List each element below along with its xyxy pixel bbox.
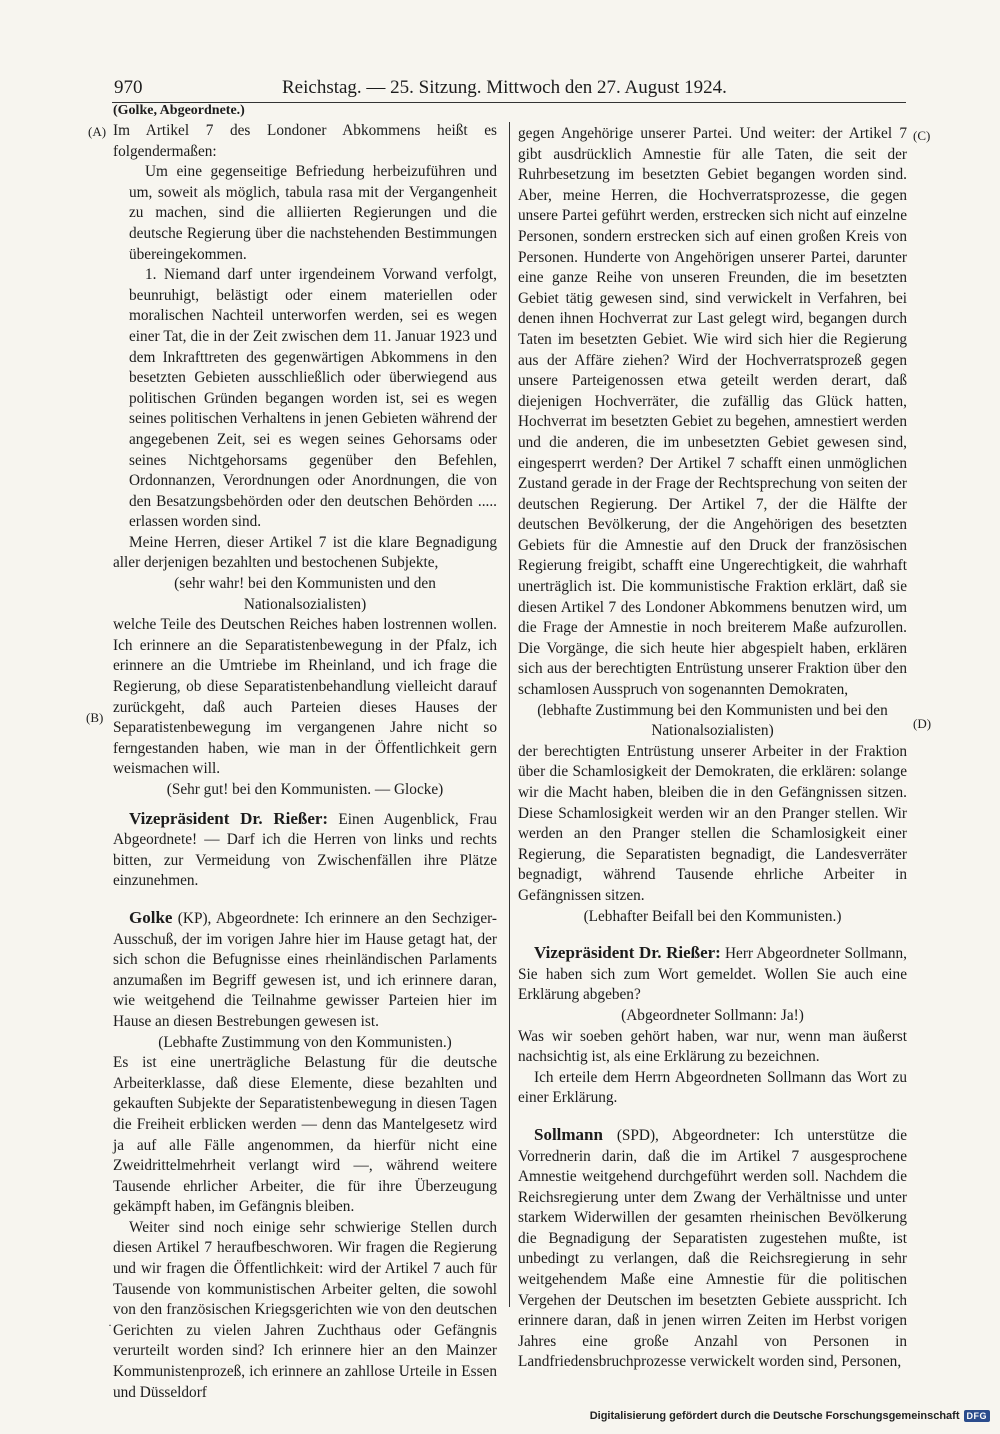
interjection: (Lebhafte Zustimmung von den Kommunisten.) <box>158 1033 452 1051</box>
margin-mark-c: (C) <box>913 128 931 143</box>
column-divider <box>509 122 510 1307</box>
paragraph: Es ist eine unerträgliche Belastung für die deutsche Arbeiterklasse, daß diese Elemente, diese bezahlten und gekauften Subjekte der Separatistenbewegung in diesen Tagen die Freiheit erblicken werden — denn das Mantelgesetz wird ja auf alle Fälle angenommen, da hierfür nicht eine Zweidrittelmehrheit verlangt wird —, während weitere Tausende ehrlicher Arbeiter, die für ihre Überzeugung gekämpft haben, im Gefängnis bleiben. <box>113 1054 497 1216</box>
right-column <box>518 124 907 1373</box>
margin-mark-a: (A) <box>88 124 107 139</box>
spacer <box>113 892 497 908</box>
spacer <box>113 801 497 809</box>
stray-mark: · <box>108 1318 112 1332</box>
speaker-name: Sollmann <box>534 1124 603 1144</box>
quote-paragraph: 1. Niemand darf unter irgendeinem Vorwand verfolgt, beunruhigt, belästigt oder einem materiellen oder moralischen Nachteil unterworfen werden, sei es wegen einer Tat, die in der Zeit zwischen dem 11. Januar 1923 und dem Inkrafttreten des gegenwärtigen Abkommens in den besetzten Gebieten ausschließlich oder überwiegend aus politischen Gründen begangen worden ist, sei es wegen seines politischen Verhaltens in jenen Gebieten während der angegebenen Zeit, sei es wegen seines Gehorsams oder seines Nichtgehorsams gegenüber den Befehlen, Ordonnanzen, Verordnungen oder Anordnungen, die von den Besatzungsbehörden oder den deutschen Behörden ..... erlassen worden sind. <box>129 266 497 531</box>
statement-text: Einen Augenblick, Frau Abgeordnete! — Darf ich die Herren von links und rechts bitten, zur Vermeidung von Zwischenfällen ihre Plätze einzunehmen. <box>113 810 497 890</box>
speech-opening <box>113 908 497 1033</box>
paragraph: Was wir soeben gehört haben, war nur, wenn man äußerst nachsichtig ist, als eine Erklärung zu bezeichnen. <box>518 1027 907 1066</box>
speaker-name: Golke <box>129 907 173 927</box>
statement-text: (KP), Abgeordnete: Ich erinnere an den Sechziger-Ausschuß, der im vorigen Jahre hier im Hause getagt hat, der sich schon die Befugnisse eines rheinländischen Parlaments anzumaßen im Begriff gewesen ist, und ich erinnere daran, wie weitgehend die Teilnahme gewisser Parteien hier im Hause an diesen Bestrebungen gewesen ist. <box>113 909 497 1030</box>
paragraph: Weiter sind noch einige sehr schwierige Stellen durch diesen Artikel 7 heraufbeschworen. Wir fragen die Regierung und wir fragen die Öffentlichkeit: wird der Artikel 7 auch für Tausende von kommunistischen Arbeiter gelten, die sowohl von den französischen Kriegsgerichten wie von den deutschen Gerichten zu vielen Jahren Zuchthaus oder Gefängnis verurteilt worden sind? Ich erinnere hier an den Mainzer Kommunistenprozeß, ich erinnere an zahllose Urteile in Essen und Düsseldorf <box>113 1218 497 1401</box>
quote-paragraph: Um eine gegenseitige Befriedung herbeizuführen und um, soweit als möglich, tabula rasa mit der Vergangenheit zu machen, sind die alliierten Regierungen und die deutsche Regierung über die nachstehenden Bestimmungen übereingekommen. <box>129 163 497 263</box>
interjection: (lebhafte Zustimmung bei den Kommunisten und bei den Nationalsozialisten) <box>537 701 888 740</box>
interjection: (Lebhafter Beifall bei den Kommunisten.) <box>583 907 842 925</box>
vice-president-statement <box>518 943 907 1006</box>
paragraph: Im Artikel 7 des Londoner Abkommens heißt es folgendermaßen: <box>113 122 497 160</box>
vice-president-statement <box>113 809 497 892</box>
margin-mark-b: (B) <box>86 710 104 725</box>
paragraph: Meine Herren, dieser Artikel 7 ist die klare Begnadigung aller derjenigen bezahlten und bestochenen Subjekte, <box>113 533 497 572</box>
interjection: (Abgeordneter Sollmann: Ja!) <box>621 1006 804 1024</box>
interjection: (sehr wahr! bei den Kommunisten und den Nationalsozialisten) <box>174 575 436 613</box>
running-title: Reichstag. — 25. Sitzung. Mittwoch den 27. August 1924. <box>282 77 727 98</box>
left-column <box>113 102 497 1403</box>
spacer <box>518 927 907 943</box>
dfg-logo-icon: DFG <box>964 1410 991 1422</box>
paragraph: gegen Angehörige unserer Partei. Und weiter: der Artikel 7 gibt ausdrücklich Amnestie für alle Taten, die seit der Ruhrbesetzung im besetzten Gebiet begangen worden sind. Aber, meine Herren, die Hochverratsprozesse, die gegen unsere Partei geführt werden, erstrecken sich nicht auf einzelne Personen, sondern erstrecken sich auf einen großen Kreis von Personen. Hunderte von Angehörigen unserer Partei, darunter eine ganze Reihe von unseren Freunden, die im besetzten Gebiet tätig gewesen sind, sind verwickelt in Verfahren, bei denen ihnen Hochverrat zur Last gelegt wird, begangen durch Taten im besetzten Gebiet. Wie wird sich hier die Regierung aus der Affäre ziehen? Wird der Hochverratsprozeß gegen unsere Parteigenossen etwa geteilt werden derart, daß diejenigen Hochverräter, die zufällig das Glück hatten, Hochverrat im besetzten Gebiet zu begehen, amnestiert werden und die anderen, die im unbesetzten Gebiet gewesen sind, eingesperrt werden? Der Artikel 7 schafft einen unmöglichen Zustand gerade in der Frage der Rechtsprechung von seiten der deutschen Regierung. Der Artikel 7, der die Hälfte der deutschen Bevölkerung, der die Angehörigen des besetzten Gebiets für die Amnestie auf den Druck der französischen Regierung freigibt, schafft eine Ungerechtigkeit, die wahrhaft unerträglich ist. Die kommunistische Fraktion erklärt, daß sie diesen Artikel 7 des Londoner Abkommens benutzen wird, um die Frage der Amnestie in noch breiterem Maße aufzurollen. Die Vorgänge, die sich heute hier abgespielt haben, erklären sich aus der berechtigten Entrüstung unserer Fraktion über den schamlosen Ausspruch von sogenannten Demokraten, <box>518 125 907 699</box>
page-number: 970 <box>114 77 143 98</box>
statement-text: (SPD), Abgeordneter: Ich unterstütze die Vorrednerin darin, daß die im Artikel 7 ausgesprochene Amnestie weitgehend durchgeführt werden soll. Nachdem die Reichsregierung unter dem Zwang der Verhältnisse und unter starkem Widerwillen der gesamten rheinischen Bevölkerung die Begnadigung der Separatisten zugestehen mußte, ist unbedingt zu verlangen, daß die Reichsregierung in sehr weitgehendem Maße eine Amnestie für die politischen Vergehen der Deutschen im besetzten Gebiete ausspricht. Ich erinnere daran, daß in jenen wirren Zeiten im Herbst vorigen Jahres eine große Anzahl von Personen in Landfriedensbruchprozesse verwickelt worden sind, Personen, <box>518 1126 908 1371</box>
speaker-name: Vizepräsident Dr. Rießer: <box>129 808 329 828</box>
spacer <box>518 1109 907 1125</box>
paragraph: der berechtigten Entrüstung unserer Arbeiter in der Fraktion über die Schamlosigkeit der Demokraten, die erklären: solange wir die Macht haben, bleiben die in den Gefängnissen sitzen. Diese Schamlosigkeit werden wir an den Pranger stellen. Wir werden an den Pranger stellen die Schamlosigkeit einer Regierung, die Separatisten begnadigt, die Landesverräter begnadigt, während Tausende ehrliche Arbeiter in Gefängnissen sitzen. <box>518 742 907 904</box>
interjection: (Sehr gut! bei den Kommunisten. — Glocke) <box>166 781 444 798</box>
paragraph: welche Teile des Deutschen Reiches haben lostrennen wollen. Ich erinnere an die Separatistenbewegung in der Pfalz, ich erinnere an die Umtriebe im Rheinland, und ich frage die Regierung, ob diese Separatistenbehandlung vielleicht darauf zurückgeht, daß auch Parteien dieses Hauses der Separatistenbewegung im vergangenen Jahre nicht so ferngestanden haben, wie man in der Öffentlichkeit gern weismachen will. <box>113 616 497 778</box>
footer-text: Digitalisierung gefördert durch die Deutsche Forschungsgemeinschaft <box>589 1410 960 1422</box>
margin-mark-d: (D) <box>913 716 932 731</box>
paragraph: Ich erteile dem Herrn Abgeordneten Sollmann das Wort zu einer Erklärung. <box>518 1068 907 1107</box>
footer-credit <box>590 1410 990 1422</box>
speech-opening <box>518 1125 907 1373</box>
speaker-continued: (Golke, Abgeordnete.) <box>113 103 245 118</box>
speaker-name: Vizepräsident Dr. Rießer: <box>534 943 721 963</box>
statement-text: Herr Abgeordneter Sollmann, Sie haben sich zum Wort gemeldet. Wollen Sie auch eine Erklärung abgeben? <box>518 945 908 1004</box>
